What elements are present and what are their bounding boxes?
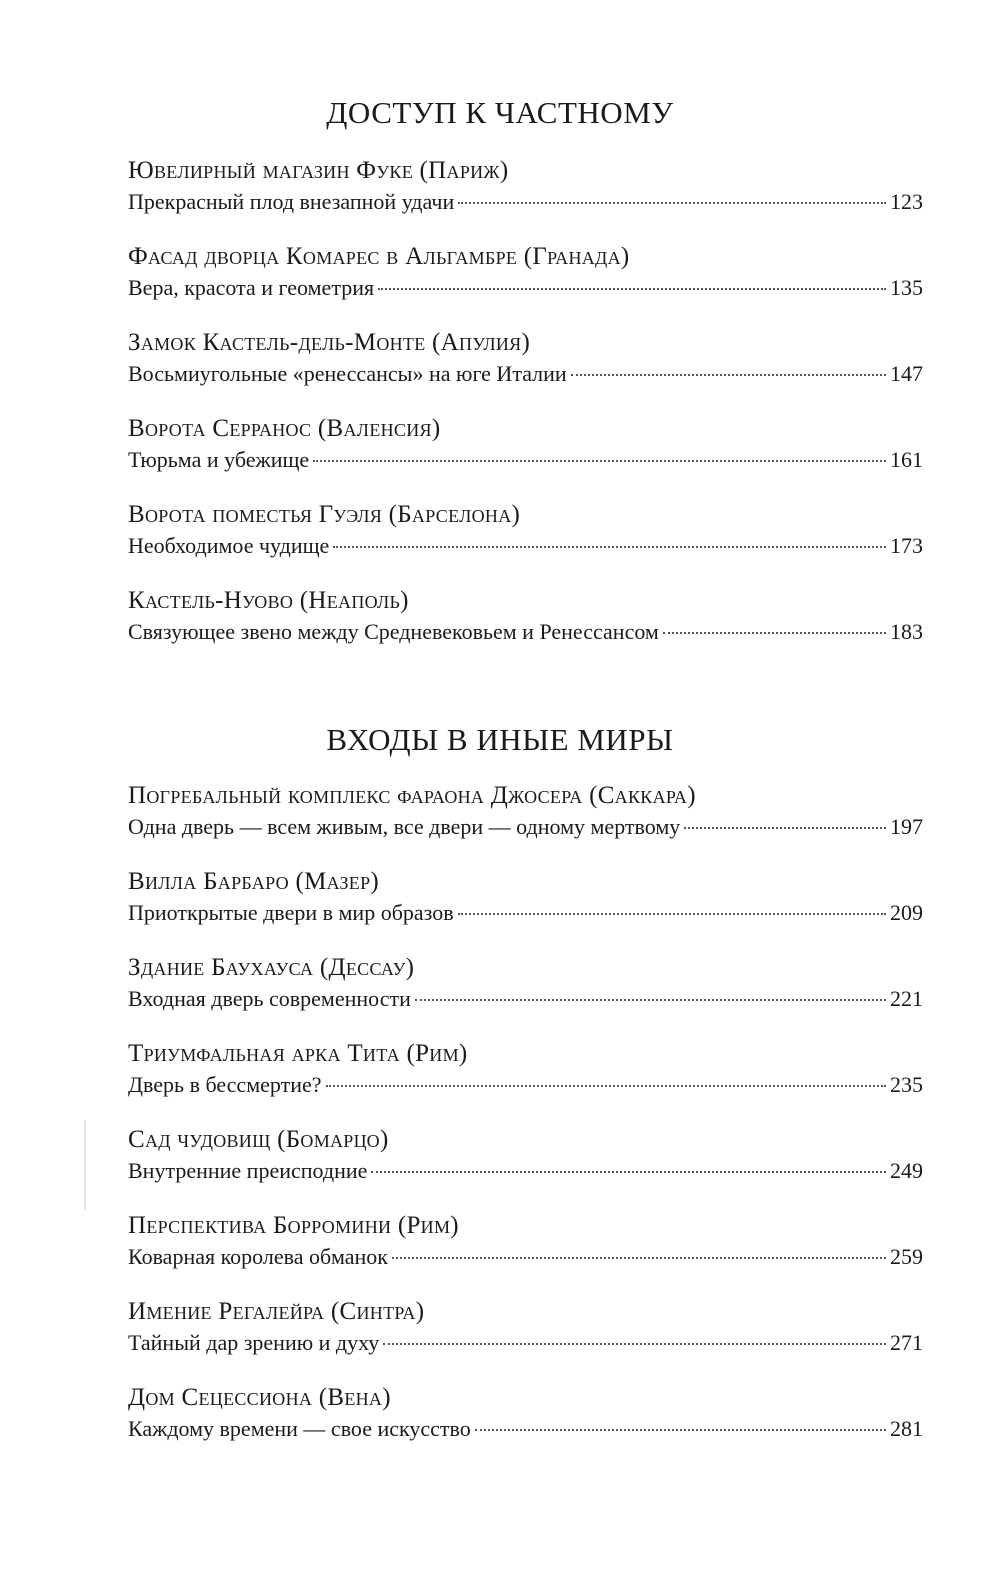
section-title-other-worlds: ВХОДЫ В ИНЫЕ МИРЫ xyxy=(326,722,674,757)
dot-leader xyxy=(475,1428,886,1431)
dot-leader xyxy=(458,201,886,204)
section-entries-private-access xyxy=(128,155,923,671)
entry-page-number: 147 xyxy=(890,361,923,386)
dot-leader xyxy=(458,912,886,915)
toc-entry[interactable] xyxy=(128,1124,923,1210)
entry-subtitle: Необходимое чудище xyxy=(128,533,330,558)
entry-subtitle: Прекрасный плод внезапной удачи xyxy=(128,189,455,214)
entry-title: Дом Сецессиона (Вена) xyxy=(128,1384,391,1411)
entry-page-number: 271 xyxy=(890,1330,923,1355)
toc-entry[interactable] xyxy=(128,1038,923,1124)
entry-title: Кастель-Нуово (Неаполь) xyxy=(128,587,409,614)
dot-leader xyxy=(392,1256,886,1259)
entry-page-number: 123 xyxy=(890,189,923,214)
entry-line xyxy=(128,1414,923,1444)
entry-title: Фасад дворца Комарес в Альгамбре (Гранада) xyxy=(128,243,630,270)
dot-leader xyxy=(326,1084,886,1087)
entry-line xyxy=(128,187,923,217)
entry-title: Сад чудовищ (Бомарцо) xyxy=(128,1126,389,1153)
toc-entry[interactable] xyxy=(128,241,923,327)
entry-line xyxy=(128,531,923,561)
dot-leader xyxy=(663,631,886,634)
entry-line xyxy=(128,1156,923,1186)
entry-subtitle: Одна дверь — всем живым, все двери — одному мертвому xyxy=(128,814,681,839)
entry-page-number: 173 xyxy=(890,533,923,558)
dot-leader xyxy=(383,1342,886,1345)
dot-leader xyxy=(415,998,886,1001)
dot-leader xyxy=(684,826,886,829)
toc-entry[interactable] xyxy=(128,1210,923,1296)
entry-page-number: 135 xyxy=(890,275,923,300)
toc-entry[interactable] xyxy=(128,1296,923,1382)
entry-line xyxy=(128,1328,923,1358)
dot-leader xyxy=(333,545,886,548)
dot-leader xyxy=(313,459,886,462)
entry-title: Погребальный комплекс фараона Джосера (Саккара) xyxy=(128,782,696,809)
entry-line xyxy=(128,1242,923,1272)
entry-line xyxy=(128,617,923,647)
entry-page-number: 259 xyxy=(890,1244,923,1269)
entry-page-number: 161 xyxy=(890,447,923,472)
toc-entry[interactable] xyxy=(128,866,923,952)
entry-title: Триумфальная арка Тита (Рим) xyxy=(128,1040,468,1067)
entry-subtitle: Внутренние преисподние xyxy=(128,1158,368,1183)
entry-subtitle: Коварная королева обманок xyxy=(128,1244,388,1269)
entry-subtitle: Каждому времени — свое искусство xyxy=(128,1416,471,1441)
entry-page-number: 183 xyxy=(890,619,923,644)
entry-subtitle: Вера, красота и геометрия xyxy=(128,275,375,300)
entry-subtitle: Входная дверь современности xyxy=(128,986,411,1011)
entry-subtitle: Связующее звено между Средневековьем и Ренессансом xyxy=(128,619,659,644)
toc-entry[interactable] xyxy=(128,413,923,499)
entry-title: Ювелирный магазин Фуке (Париж) xyxy=(128,157,509,184)
dot-leader xyxy=(371,1170,886,1173)
entry-line xyxy=(128,898,923,928)
entry-subtitle: Приоткрытые двери в мир образов xyxy=(128,900,454,925)
entry-line xyxy=(128,1070,923,1100)
entry-line xyxy=(128,984,923,1014)
toc-entry[interactable] xyxy=(128,780,923,866)
entry-subtitle: Тайный дар зрению и духу xyxy=(128,1330,380,1355)
entry-page-number: 281 xyxy=(890,1416,923,1441)
toc-entry[interactable] xyxy=(128,327,923,413)
entry-title: Замок Кастель-дель-Монте (Апулия) xyxy=(128,329,531,356)
entry-page-number: 197 xyxy=(890,814,923,839)
entry-line xyxy=(128,445,923,475)
entry-line xyxy=(128,359,923,389)
toc-entry[interactable] xyxy=(128,952,923,1038)
entry-page-number: 221 xyxy=(890,986,923,1011)
scan-artifact xyxy=(84,1120,86,1210)
toc-entry[interactable] xyxy=(128,155,923,241)
dot-leader xyxy=(378,287,886,290)
entry-subtitle: Тюрьма и убежище xyxy=(128,447,310,472)
section-title-private-access: ДОСТУП К ЧАСТНОМУ xyxy=(326,95,674,130)
dot-leader xyxy=(571,373,886,376)
entry-title: Ворота поместья Гуэля (Барселона) xyxy=(128,501,521,528)
entry-title: Вилла Барбаро (Мазер) xyxy=(128,868,380,895)
entry-line xyxy=(128,812,923,842)
entry-title: Здание Баухауса (Дессау) xyxy=(128,954,415,981)
toc-entry[interactable] xyxy=(128,585,923,671)
entry-title: Ворота Серранос (Валенсия) xyxy=(128,415,441,442)
entry-title: Перспектива Борромини (Рим) xyxy=(128,1212,459,1239)
entry-page-number: 209 xyxy=(890,900,923,925)
entry-subtitle: Восьмиугольные «ренессансы» на юге Италии xyxy=(128,361,567,386)
toc-entry[interactable] xyxy=(128,499,923,585)
entry-title: Имение Регалейра (Синтра) xyxy=(128,1298,425,1325)
entry-line xyxy=(128,273,923,303)
entry-page-number: 249 xyxy=(890,1158,923,1183)
toc-entry[interactable] xyxy=(128,1382,923,1468)
entry-page-number: 235 xyxy=(890,1072,923,1097)
section-entries-other-worlds xyxy=(128,780,923,1468)
entry-subtitle: Дверь в бессмертие? xyxy=(128,1072,322,1097)
